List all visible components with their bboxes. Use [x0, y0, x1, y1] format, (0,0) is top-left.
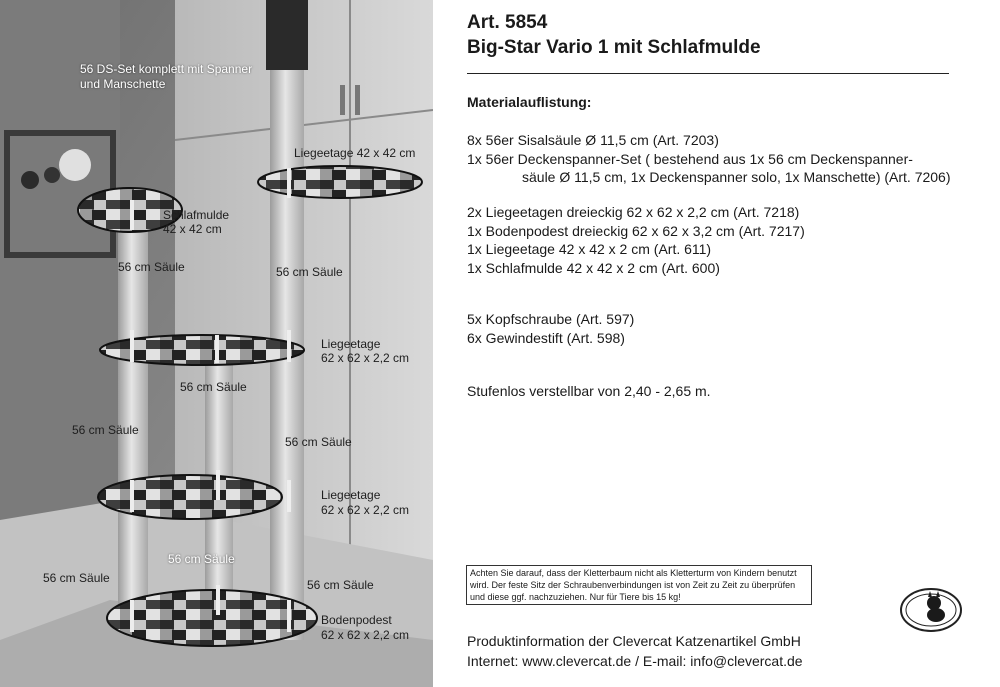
product-title: Big-Star Vario 1 mit Schlafmulde — [467, 37, 761, 58]
safety-notice: Achten Sie darauf, dass der Kletterbaum nicht als Kletterturm von Kindern benutzt wird. Der feste Sitz der Schraubenverbindungen ist von Zeit zu Zeit zu überprüfen und diese ggf. nachzuziehen. Nur für Tiere bis 15 kg! — [466, 565, 812, 605]
materials-group-2 — [467, 203, 805, 277]
label-bodenpodest: Bodenpodest — [321, 613, 392, 627]
materials-group-3 — [467, 310, 634, 347]
label-saeule-center-low: 56 cm Säule — [168, 552, 235, 566]
divider — [467, 73, 949, 74]
footer-company: Produktinformation der Clevercat Katzenartikel GmbH — [467, 633, 801, 649]
label-liegeetage-mid: Liegeetage — [321, 337, 381, 351]
label-ds-set-line2: und Manschette — [80, 77, 166, 91]
material-item: säule Ø 11,5 cm, 1x Deckenspanner solo, 1x Manschette) (Art. 7206) — [522, 169, 951, 185]
product-photo — [0, 0, 433, 687]
label-schlafmulde-size: 42 x 42 cm — [163, 222, 222, 236]
material-item: 1x 56er Deckenspanner-Set ( bestehend aus 1x 56 cm Deckenspanner- — [467, 150, 913, 167]
material-item: 8x 56er Sisalsäule Ø 11,5 cm (Art. 7203) — [467, 132, 719, 148]
material-item: 2x Liegeetagen dreieckig 62 x 62 x 2,2 cm (Art. 7218) — [467, 204, 800, 220]
label-saeule-right-low: 56 cm Säule — [307, 578, 374, 592]
clevercat-logo — [896, 585, 966, 645]
label-saeule-left-top: 56 cm Säule — [118, 260, 185, 274]
height-note: Stufenlos verstellbar von 2,40 - 2,65 m. — [467, 383, 711, 399]
label-saeule-right-top: 56 cm Säule — [276, 265, 343, 279]
material-item: 5x Kopfschraube (Art. 597) — [467, 311, 635, 327]
label-schlafmulde: Schlafmulde — [163, 208, 230, 222]
label-ds-set: 56 DS-Set komplett mit Spanner — [80, 62, 253, 76]
materials-heading: Materialauflistung: — [467, 94, 592, 110]
label-saeule-right-mid: 56 cm Säule — [285, 435, 352, 449]
material-item: 1x Bodenpodest dreieckig 62 x 62 x 3,2 cm (Art. 7217) — [467, 222, 805, 239]
label-saeule-mid-center: 56 cm Säule — [180, 380, 247, 394]
article-number: Art. 5854 — [467, 12, 548, 33]
label-saeule-left-low: 56 cm Säule — [43, 571, 110, 585]
label-liegeetage-mid-size: 62 x 62 x 2,2 cm — [321, 351, 410, 365]
footer — [467, 631, 803, 671]
label-liegeetage-low: Liegeetage — [321, 488, 381, 502]
label-saeule-left-mid: 56 cm Säule — [72, 423, 139, 437]
material-item: 1x Schlafmulde 42 x 42 x 2 cm (Art. 600) — [467, 259, 720, 276]
footer-contact: Internet: www.clevercat.de / E-mail: info@clevercat.de — [467, 653, 803, 669]
article-header — [467, 10, 761, 60]
label-liegeetage-low-size: 62 x 62 x 2,2 cm — [321, 503, 410, 517]
label-liegeetage-top: Liegeetage 42 x 42 cm — [294, 146, 416, 160]
materials-group-1 — [467, 131, 951, 187]
material-item: 6x Gewindestift (Art. 598) — [467, 329, 625, 346]
material-item: 1x Liegeetage 42 x 42 x 2 cm (Art. 611) — [467, 241, 712, 257]
label-bodenpodest-size: 62 x 62 x 2,2 cm — [321, 628, 410, 642]
